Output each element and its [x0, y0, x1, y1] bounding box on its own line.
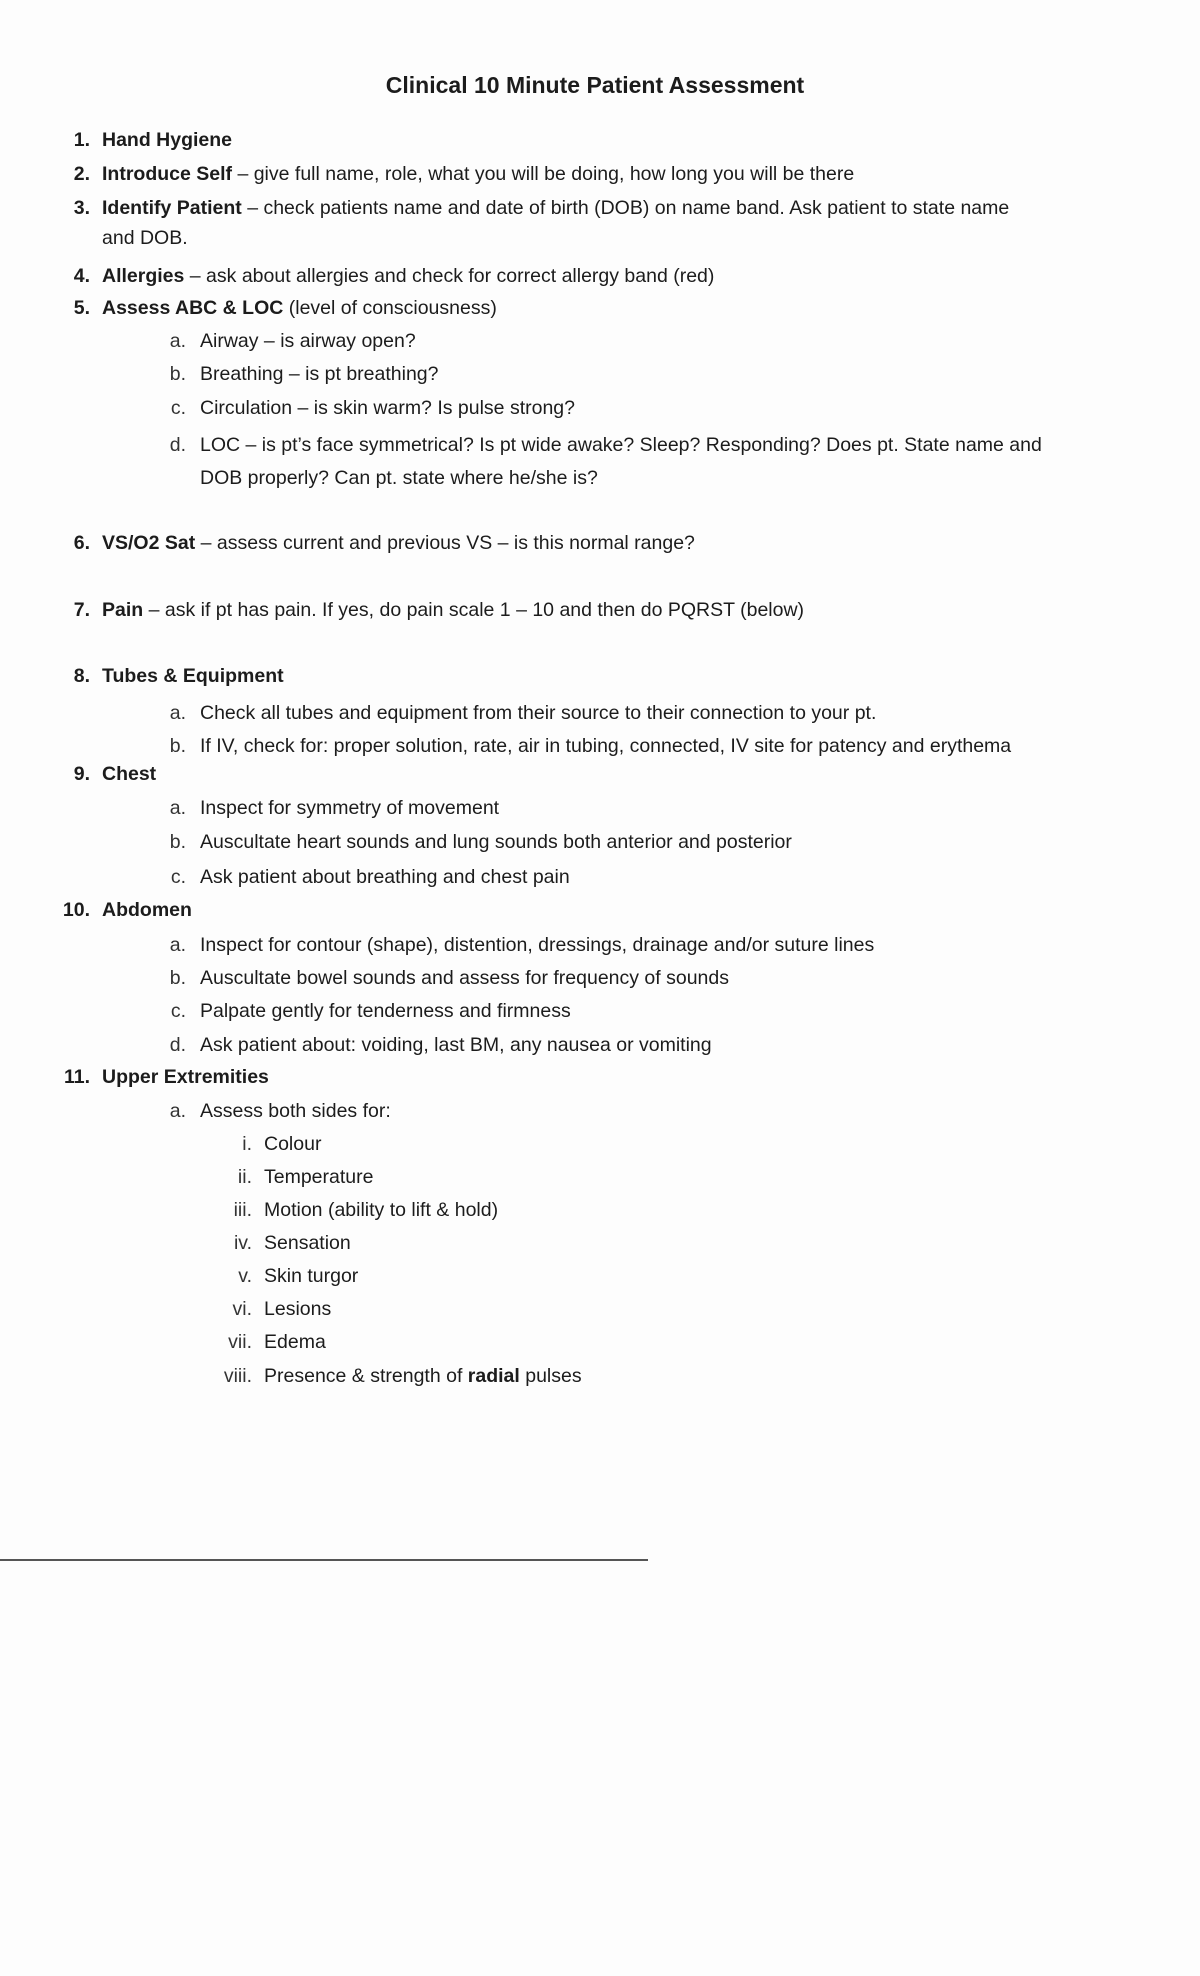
scan-edge-line — [0, 1559, 648, 1561]
sub-item-bowel-sounds — [160, 962, 729, 995]
roman-numeral: v. — [238, 1265, 252, 1287]
sub-item-circulation — [160, 392, 575, 425]
item-number: 10. — [62, 899, 90, 921]
sub-letter: a. — [169, 702, 186, 724]
sub-letter: d. — [169, 434, 186, 456]
subsub-item-sensation — [210, 1227, 351, 1260]
item-text: – give full name, role, what you will be doing, how long you will be there — [232, 163, 855, 185]
item-label: Introduce Self — [102, 163, 233, 185]
item-number: 9. — [73, 763, 90, 785]
subsub-text: Presence & strength of — [264, 1365, 468, 1387]
sub-text: Breathing – is pt breathing? — [200, 363, 439, 385]
subsub-text: Lesions — [264, 1298, 332, 1320]
item-hand-hygiene — [50, 124, 232, 157]
item-continuation: and DOB. — [102, 227, 188, 249]
sub-item-assess-both-sides — [160, 1095, 391, 1128]
item-number: 7. — [73, 599, 90, 621]
roman-numeral: vii. — [228, 1331, 252, 1353]
item-chest — [50, 758, 156, 791]
sub-letter: b. — [169, 735, 186, 757]
sub-text: Auscultate heart sounds and lung sounds both anterior and posterior — [200, 831, 792, 853]
item-text: – check patients name and date of birth (DOB) on name band. Ask patient to state name — [241, 197, 1010, 219]
subsub-item-skin-turgor — [210, 1260, 358, 1293]
sub-item-iv-check — [160, 730, 1011, 763]
item-identify-patient — [50, 192, 1009, 225]
sub-letter: b. — [169, 831, 186, 853]
sub-text: Ask patient about breathing and chest pain — [200, 866, 570, 888]
sub-letter: a. — [169, 330, 186, 352]
item-label: Abdomen — [102, 899, 192, 921]
sub-item-airway — [160, 325, 416, 358]
item-number: 6. — [73, 532, 90, 554]
sub-item-voiding — [160, 1029, 712, 1062]
roman-numeral: i. — [242, 1133, 252, 1155]
sub-item-inspect-symmetry — [160, 792, 499, 825]
subsub-text: Sensation — [264, 1232, 351, 1254]
sub-item-breathing-chest-pain — [160, 861, 570, 894]
item-vs-o2-sat — [50, 527, 695, 560]
sub-letter: b. — [169, 363, 186, 385]
item-text: – assess current and previous VS – is this normal range? — [195, 532, 695, 554]
sub-letter: d. — [169, 1034, 186, 1056]
item-number: 8. — [73, 665, 90, 687]
sub-text: Auscultate bowel sounds and assess for frequency of sounds — [200, 967, 729, 989]
roman-numeral: ii. — [237, 1166, 252, 1188]
subsub-text-tail: pulses — [519, 1365, 582, 1387]
subsub-text: Motion (ability to lift & hold) — [264, 1199, 499, 1221]
item-number: 11. — [63, 1066, 90, 1088]
item-label: VS/O2 Sat — [102, 532, 196, 554]
item-introduce-self — [50, 158, 854, 191]
item-label: Hand Hygiene — [102, 129, 233, 151]
sub-letter: c. — [170, 1000, 186, 1022]
sub-letter: b. — [169, 967, 186, 989]
item-text: – ask if pt has pain. If yes, do pain scale 1 – 10 and then do PQRST (below) — [143, 599, 805, 621]
item-label: Pain — [102, 599, 144, 621]
sub-text: Ask patient about: voiding, last BM, any nausea or vomiting — [200, 1034, 712, 1056]
roman-numeral: vi. — [232, 1298, 252, 1320]
sub-text: If IV, check for: proper solution, rate, air in tubing, connected, IV site for patency and erythema — [200, 735, 1012, 757]
item-upper-extremities — [50, 1061, 269, 1094]
sub-item-breathing — [160, 358, 439, 391]
subsub-item-colour — [210, 1128, 321, 1161]
sub-continuation: DOB properly? Can pt. state where he/she is? — [200, 467, 598, 489]
sub-letter: a. — [169, 797, 186, 819]
subsub-bold-text: radial — [467, 1365, 520, 1387]
item-number: 4. — [73, 265, 90, 287]
roman-numeral: iv. — [233, 1232, 252, 1254]
item-text: (level of consciousness) — [283, 297, 497, 319]
subsub-item-temperature — [210, 1161, 373, 1194]
sub-letter: a. — [169, 934, 186, 956]
sub-text: Check all tubes and equipment from their source to their connection to your pt. — [200, 702, 877, 724]
item-label: Identify Patient — [102, 197, 242, 219]
page-title: Clinical 10 Minute Patient Assessment — [385, 72, 805, 98]
item-allergies — [50, 260, 714, 293]
sub-letter: c. — [170, 866, 186, 888]
sub-text: LOC – is pt’s face symmetrical? Is pt wide awake? Sleep? Responding? Does pt. State name and — [200, 434, 1042, 456]
sub-letter: a. — [169, 1100, 186, 1122]
item-assess-abc — [50, 292, 497, 325]
subsub-text: Temperature — [264, 1166, 374, 1188]
item-abdomen — [50, 894, 192, 927]
sub-item-inspect-contour — [160, 929, 874, 962]
sub-item-palpate — [160, 995, 571, 1028]
sub-item-check-tubes — [160, 697, 876, 730]
sub-text: Circulation – is skin warm? Is pulse strong? — [200, 397, 575, 419]
sub-text: Inspect for contour (shape), distention, dressings, drainage and/or suture lines — [200, 934, 875, 956]
item-number: 5. — [73, 297, 90, 319]
sub-text: Inspect for symmetry of movement — [200, 797, 500, 819]
item-label: Upper Extremities — [102, 1066, 269, 1088]
item-number: 1. — [73, 129, 90, 151]
subsub-text: Skin turgor — [264, 1265, 359, 1287]
item-label: Assess ABC & LOC — [102, 297, 284, 319]
subsub-item-motion — [210, 1194, 498, 1227]
subsub-text: Edema — [264, 1331, 326, 1353]
subsub-text: Colour — [264, 1133, 322, 1155]
sub-item-loc — [160, 429, 1042, 462]
roman-numeral: viii. — [223, 1365, 252, 1387]
item-text: – ask about allergies and check for correct allergy band (red) — [184, 265, 715, 287]
item-label: Chest — [102, 763, 157, 785]
subsub-item-lesions — [210, 1293, 331, 1326]
roman-numeral: iii. — [233, 1199, 252, 1221]
item-label: Allergies — [102, 265, 185, 287]
item-label: Tubes & Equipment — [102, 665, 284, 687]
item-pain — [50, 594, 804, 627]
item-number: 3. — [73, 197, 90, 219]
sub-item-auscultate-heart-lung — [160, 826, 792, 859]
sub-letter: c. — [170, 397, 186, 419]
sub-text: Palpate gently for tenderness and firmness — [200, 1000, 571, 1022]
item-number: 2. — [73, 163, 90, 185]
sub-text: Assess both sides for: — [200, 1100, 391, 1122]
sub-text: Airway – is airway open? — [200, 330, 416, 352]
subsub-item-radial-pulses — [210, 1360, 582, 1393]
item-tubes-equipment — [50, 660, 284, 693]
subsub-item-edema — [210, 1326, 326, 1359]
